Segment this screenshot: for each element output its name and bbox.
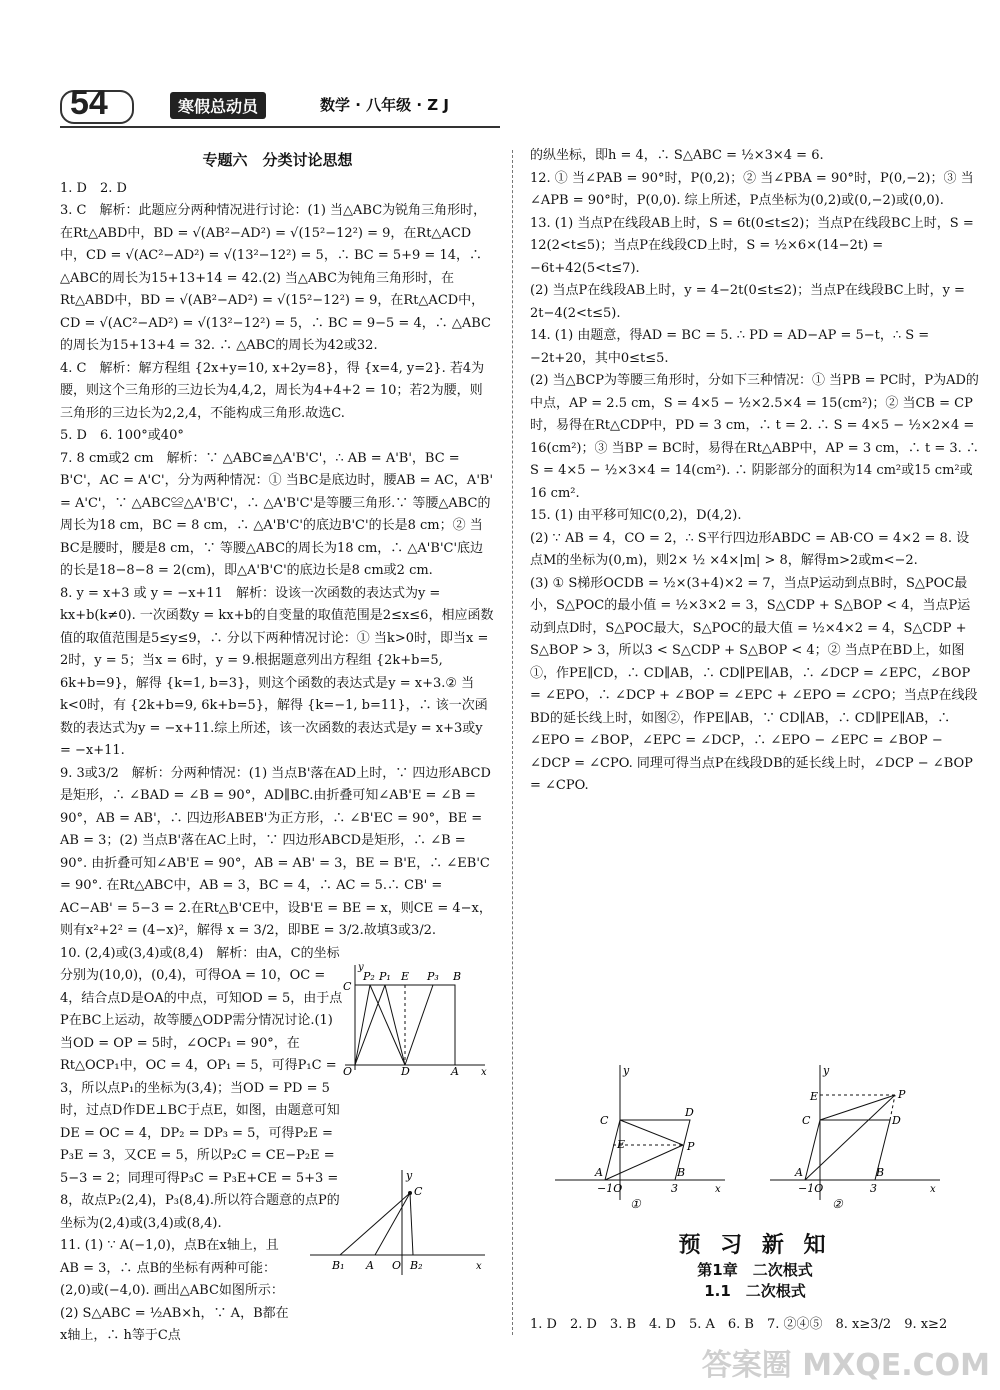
right-column	[530, 145, 980, 798]
label-minus1-o: −1O	[798, 1182, 824, 1195]
label-minus1-o: −1O	[597, 1182, 623, 1195]
label-o: O	[343, 1065, 353, 1075]
label-y: y	[358, 962, 364, 973]
label-e: E	[810, 1090, 819, 1103]
label-x: x	[481, 1067, 487, 1075]
label-c: C	[802, 1114, 811, 1127]
figure-problem-11	[300, 1165, 490, 1280]
label-x: x	[930, 1184, 936, 1195]
label-p1: P₁	[379, 970, 391, 983]
answer-3: 3. C 解析：此题应分两种情况进行讨论：(1) 当△ABC为锐角三角形时，在Rt△ABD中，BD = √(AB²−AD²) = √(15²−12²) = 9，在Rt△ACD中，CD = √(AC²−AD²) = √(13²−12²) = 5，∴ BC = 5+9 = 14，∴ △ABC的周长为15+13+14 = 42.(2) 当△ABC为钝角三角形时，在Rt△ABD中，BD = √(AB²−AD²) = √(15²−12²) = 9，在Rt△ACD中，CD = √(AC²−AD²) = √(13²−12²) = 5，∴ BC = 9−5 = 4，∴ △ABC的周长为15+13+4 = 32. ∴ △ABC的周长为42或32.	[60, 203, 491, 353]
label-c: C	[343, 980, 352, 993]
label-d: D	[892, 1114, 901, 1127]
preview-title: 预 习 新 知	[678, 1233, 832, 1258]
figure-problem-10	[335, 960, 495, 1075]
label-b: B	[876, 1166, 885, 1179]
answer-5-6: 5. D 6. 100°或40°	[60, 428, 184, 443]
figure-1	[545, 1060, 735, 1215]
answer-12: 12. ① 当∠PAB = 90°时，P(0,2)；② 当∠PBA = 90°时，P(0,−2)；③ 当∠APB = 90°时，P(0,0). 综上所述，P点坐标为(0,2)或(0,−2)或(0,0).	[530, 170, 974, 208]
answer-14: 14. (1) 由题意，得AD = BC = 5. ∴ PD = AD−AP = 5−t，∴ S = −2t+20，其中0≤t≤5.	[530, 328, 930, 366]
label-b: B	[453, 970, 462, 983]
figure-number-2: ②	[832, 1197, 843, 1211]
answer-9: 9. 3或3/2 解析：分两种情况：(1) 当点B'落在AD上时，∵ 四边形ABCD是矩形，∴ ∠BAD = ∠B = 90°，AD∥BC.由折叠可知∠AB'E = ∠B = 90°，AB = AB'，∴ 四边形ABEB'为正方形，∴ ∠B'EC = 90°，BE = AB = 3；(2) 当点B'落在AC上时，∵ 四边形ABCD是矩形，∴ ∠B = 90°. 由折叠可知∠AB'E = 90°，AB = AB' = 3，BE = B'E，∴ ∠EB'C = 90°. 在Rt△ABC中，AB = 3，BC = 4，∴ AC = 5.∴ CB' = AC−AB' = 5−3 = 2.在Rt△B'CE中，设B'E = BE = x，则CE = 4−x，则有x²+2² = (4−x)²，解得 x = 3/2，即BE = 3/2.故填3或3/2.	[60, 765, 492, 938]
preview-answers: 1. D 2. D 3. B 4. D 5. A 6. B 7. ②④⑤ 8. x≥3/2 9. x≥2	[530, 1317, 948, 1332]
answer-11-cont: 的纵坐标，即h = 4，∴ S△ABC = ½×3×4 = 6.	[530, 148, 824, 163]
label-a: A	[795, 1166, 803, 1179]
label-b2: B₂	[410, 1259, 423, 1272]
subject-label: 数学 · 八年级 · Z J	[320, 96, 449, 114]
answer-15-part3: (3) ① S梯形OCDB = ½×(3+4)×2 = 7，当点P运动到点B时，S△POC最小，S△POC的最小值 = ½×3×2 = 3，S△CDP + S△BOP < 4，当点P运动到点D时，S△POC最大，S△POC的最大值 = ½×4×2 = 4，S△CDP + S△BOP > 3，所以3 < S△CDP + S△BOP < 4；② 当点P在BD上，如图①，作PE∥CD，∴ CD∥AB，∴ CD∥PE∥AB，∴ ∠DCP = ∠EPC，∠BOP = ∠EPO，∴ ∠DCP + ∠BOP = ∠EPC + ∠EPO = ∠CPO；当点P在线段BD的延长线上时，如图②，作PE∥AB，∵ CD∥AB，∴ CD∥PE∥AB，∴ ∠EPO = ∠BOP，∠EPC = ∠DCP，∴ ∠EPO − ∠EPC = ∠BOP − ∠DCP = ∠CPO. 同理可得当点P在线段DB的延长线上时，∠DCP − ∠BOP = ∠CPO.	[530, 575, 978, 793]
label-a: A	[595, 1166, 603, 1179]
answer-11-part2: (2) S△ABC = ½AB×h，∵ A，B都在x轴上，∴ h等于C点	[60, 1305, 289, 1343]
section-title: 专题六 分类讨论思想	[202, 151, 353, 169]
answer-13-part2: (2) 当点P在线段AB上时，y = 4−2t(0≤t≤2)；当点P在线段BC上时，y = 2t−4(2<t≤5).	[530, 283, 965, 321]
answer-15: 15. (1) 由平移可知C(0,2)，D(4,2).	[530, 508, 742, 523]
label-d: D	[685, 1106, 694, 1119]
figure-2	[760, 1060, 950, 1215]
label-y: y	[623, 1064, 630, 1077]
figure-number-1: ①	[630, 1197, 641, 1211]
preview-section	[530, 1222, 980, 1332]
label-d: D	[401, 1065, 410, 1075]
label-p: P	[687, 1140, 695, 1153]
page-number: 54	[70, 84, 108, 122]
label-a: A	[366, 1259, 374, 1272]
watermark: 答案圈 MXQE.COM	[701, 1348, 990, 1383]
label-3: 3	[870, 1182, 877, 1195]
answer-1-2: 1. D 2. D	[60, 180, 127, 196]
label-c: C	[414, 1185, 423, 1198]
label-c: C	[600, 1114, 609, 1127]
label-a: A	[451, 1065, 459, 1075]
label-e: E	[401, 970, 410, 983]
answer-8: 8. y = x+3 或 y = −x+11 解析：设该一次函数的表达式为y = kx+b(k≠0). 一次函数y = kx+b的自变量的取值范围是2≤x≤6，相应函数值的取值范围是5≤y≤9，∴ 分以下两种情况讨论：① 当k>0时，即当x = 2时，y = 5；当x = 6时，y = 9.根据题意列出方程组 {2k+b=5, 6k+b=9}，解得 {k=1, b=3}，则这个函数的表达式是y = x+3.② 当k<0时，有 {2k+b=9, 6k+b=5}，解得 {k=−1, b=11}，∴ 该一次函数的表达式为y = −x+11.综上所述，该一次函数的表达式是y = x+3或y = −x+11.	[60, 585, 494, 758]
label-3: 3	[671, 1182, 678, 1195]
label-b: B	[677, 1166, 686, 1179]
label-y: y	[406, 1169, 413, 1182]
label-p2: P₂	[363, 970, 375, 983]
answer-7: 7. 8 cm或2 cm 解析：∵ △ABC≌△A'B'C'，∴ AB = A'B'，BC = B'C'，AC = A'C'，分为两种情况：① 当BC是底边时，腰AB = AC，A'B' = A'C'，∵ △ABC≌△A'B'C'，∴ △A'B'C'是等腰三角形.∵ 等腰△ABC的周长为18 cm，BC = 8 cm，∴ △A'B'C'的底边B'C'的长是8 cm；② 当BC是腰时，腰是8 cm，∵ 等腰△ABC的周长为18 cm，∴ △A'B'C'底边的长是18−8−8 = 2(cm)，即△A'B'C'的底边长是8 cm或2 cm.	[60, 450, 494, 578]
label-b1: B₁	[332, 1259, 345, 1272]
answer-10: 10. (2,4)或(3,4)或(8,4) 解析：由A，C的坐标分别为(10,0)，(0,4)，可得OA = 10，OC = 4，结合点D是OA的中点，可知OD = 5，由于点P在BC上运动，故等腰△ODP需分情况讨论.(1) 当OD = OP = 5时，∠OCP₁ = 90°，在Rt△OCP₁中，OC = 4，OP₁ = 5，可得P₁C = 3，所以点P₁的坐标为(3,4)；当OD = PD = 5时，过点D作DE⊥BC于点E，如图，由题意可知DE = OC = 4，DP₂ = DP₃ = 5，可得P₂E = P₃E = 3，又CE = 5，所以P₂C = CE−P₂E = 5−3 = 2；同理可得P₃C = P₃E+CE = 5+3 = 8，故点P₂(2,4)，P₃(8,4).所以符合题意的点P的坐标为(2,4)或(3,4)或(8,4).	[60, 945, 343, 1231]
answer-4: 4. C 解析：解方程组 {2x+y=10, x+2y=8}，得 {x=4, y=2}. 若4为腰，则这个三角形的三边长为4,4,2，周长为4+4+2 = 10；若2为腰，则三角形的三边长为2,2,4，不能构成三角形.故选C.	[60, 360, 485, 421]
label-y: y	[823, 1064, 830, 1077]
chapter-title: 第1章 二次根式	[697, 1261, 813, 1279]
answer-15-part2: (2) ∵ AB = 4，CO = 2，∴ S平行四边形ABDC = AB·CO = 4×2 = 8. 设点M的坐标为(0,m)，则2× ½ ×4×|m| > 8，解得m>2或m<−2.	[530, 530, 970, 568]
column-divider	[512, 150, 513, 1335]
label-e: E	[617, 1138, 626, 1151]
label-x: x	[715, 1184, 721, 1195]
answer-14-part2: (2) 当△BCP为等腰三角形时，分如下三种情况：① 当PB = PC时，P为AD的中点，AP = 2.5 cm，S = 4×5 − ½×2.5×4 = 15(cm²)；② 当CB = CP时，易得在Rt△CDP中，PD = 3 cm，∴ t = 2. ∴ S = 4×5 − ½×2×4 = 16(cm²)；③ 当BP = BC时，易得在Rt△ABP中，AP = 3 cm，∴ t = 3. ∴ S = 4×5 − ½×3×4 = 14(cm²). ∴ 阴影部分的面积为14 cm²或15 cm²或16 cm².	[530, 373, 979, 501]
book-title: 寒假总动员	[170, 92, 266, 119]
page-header	[60, 70, 500, 130]
answer-13: 13. (1) 当点P在线段AB上时，S = 6t(0≤t≤2)；当点P在线段BC上时，S = 12(2<t≤5)；当点P在线段CD上时，S = ½×6×(14−2t) = −6t+42(5<t≤7).	[530, 215, 974, 276]
label-x: x	[476, 1261, 482, 1272]
section-heading: 1.1 二次根式	[704, 1282, 806, 1300]
label-p: P	[898, 1088, 906, 1101]
label-o: O	[392, 1259, 402, 1272]
answer-11: 11. (1) ∵ A(−1,0)，点B在x轴上，且AB = 3，∴ 点B的坐标有两种可能：(2,0)或(−4,0). 画出△ABC如图所示：	[60, 1238, 284, 1298]
header-rule	[60, 126, 500, 128]
label-p3: P₃	[427, 970, 439, 983]
